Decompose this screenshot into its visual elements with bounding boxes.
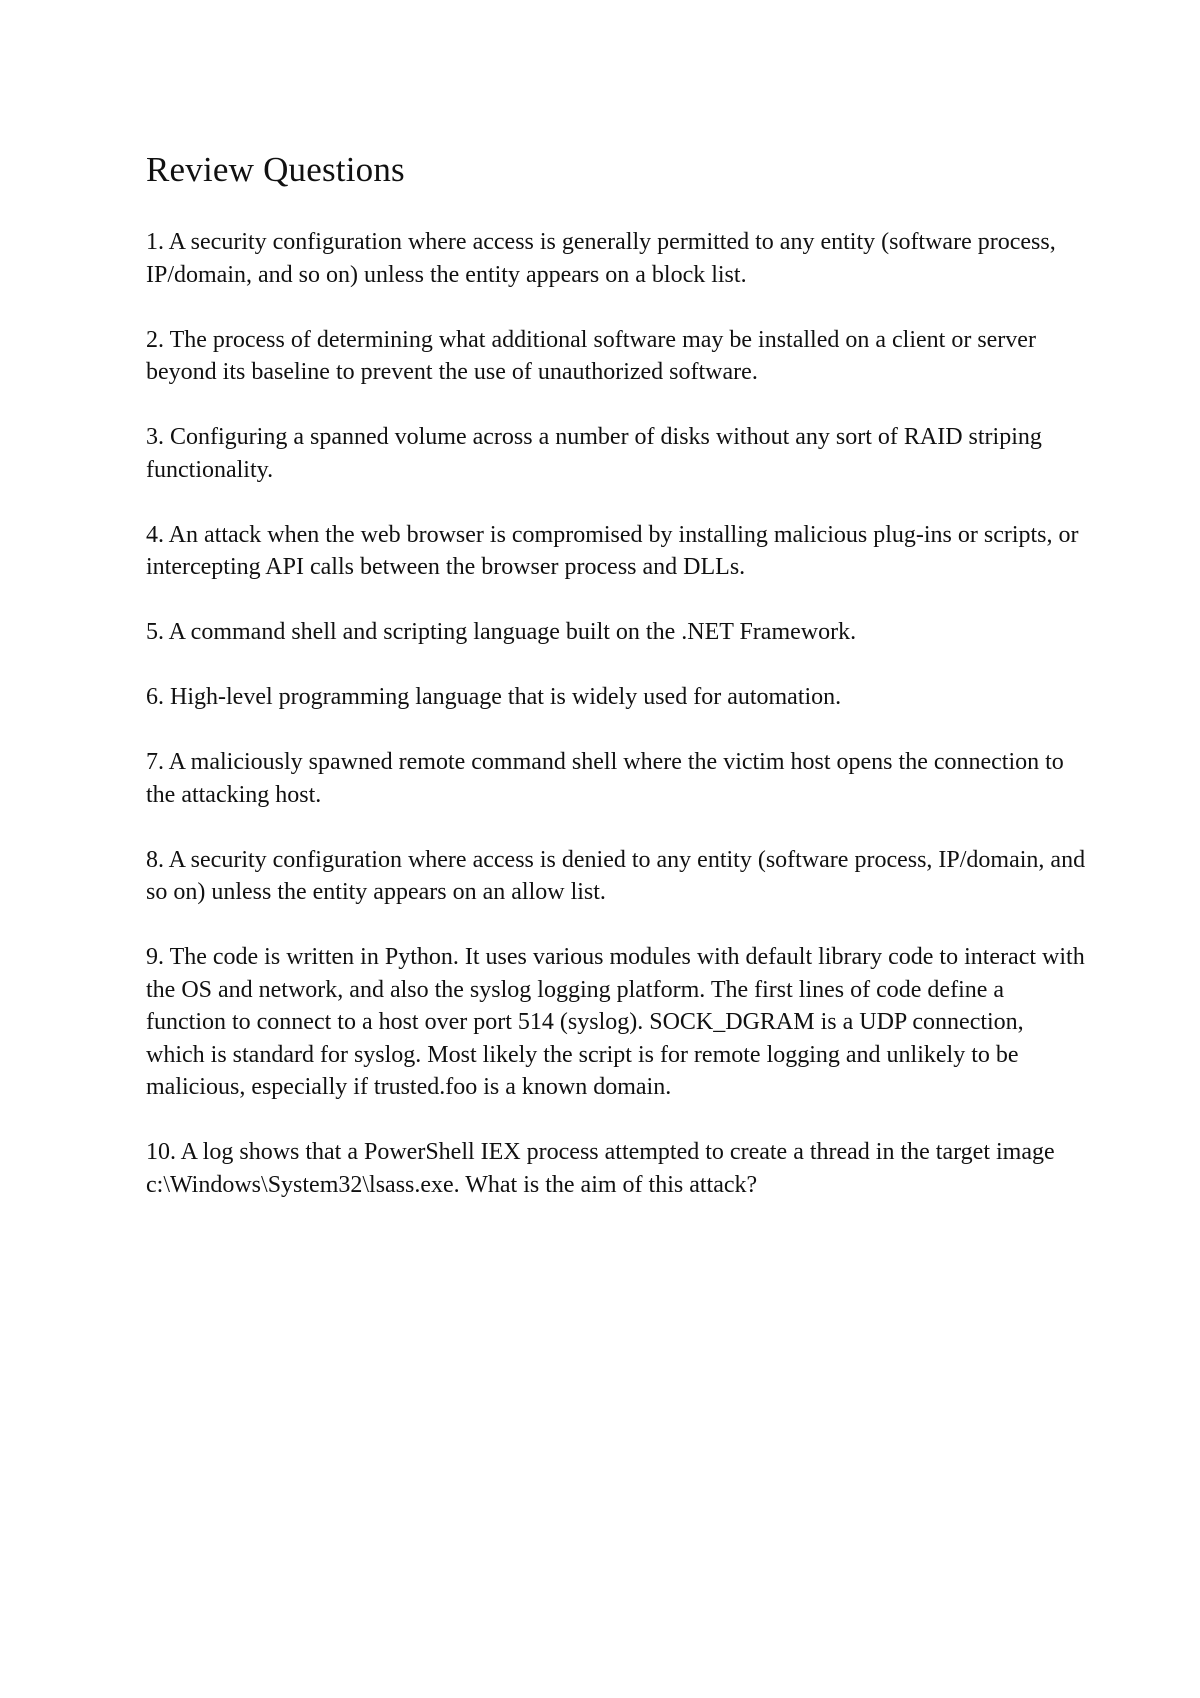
document-content <box>146 148 1086 1234</box>
question-item: 10. A log shows that a PowerShell IEX process attempted to create a thread in the target image c:\Windows\System32\lsass.exe. What is the aim of this attack? <box>146 1139 1055 1198</box>
question-item: 7. A maliciously spawned remote command shell where the victim host opens the connection to the attacking host. <box>146 749 1064 808</box>
question-item: 4. An attack when the web browser is compromised by installing malicious plug-ins or scripts, or intercepting API calls between the browser process and DLLs. <box>146 521 1079 580</box>
question-item: 8. A security configuration where access is denied to any entity (software process, IP/domain, and so on) unless the entity appears on an allow list. <box>146 846 1086 905</box>
question-item: 9. The code is written in Python. It uses various modules with default library code to interact with the OS and network, and also the syslog logging platform. The first lines of code define a function to connect to a host over port 514 (syslog). SOCK_DGRAM is a UDP connection, which is standard for syslog. Most likely the script is for remote logging and unlikely to be malicious, especially if trusted.foo is a known domain. <box>146 944 1085 1100</box>
question-item: 6. High-level programming language that is widely used for automation. <box>146 684 842 710</box>
question-item: 5. A command shell and scripting language built on the .NET Framework. <box>146 619 857 645</box>
page-title: Review Questions <box>146 150 405 189</box>
question-item: 2. The process of determining what additional software may be installed on a client or server beyond its baseline to prevent the use of unauthorized software. <box>146 326 1036 385</box>
question-item: 3. Configuring a spanned volume across a number of disks without any sort of RAID striping functionality. <box>146 424 1042 483</box>
question-list <box>146 226 1086 1201</box>
question-item: 1. A security configuration where access is generally permitted to any entity (software process, IP/domain, and so on) unless the entity appears on a block list. <box>146 229 1056 288</box>
